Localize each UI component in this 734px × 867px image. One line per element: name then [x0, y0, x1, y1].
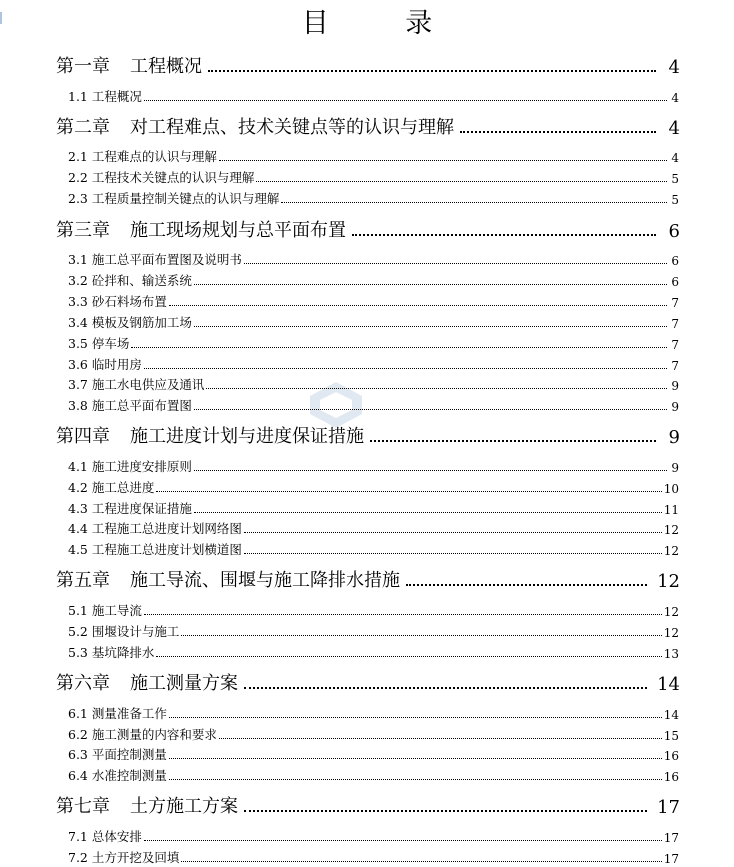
page-number: 4 — [671, 91, 679, 105]
chapter-number: 第一章 — [56, 56, 110, 77]
dot-leader — [194, 326, 667, 327]
dot-leader — [281, 202, 667, 203]
toc-section[interactable] — [68, 766, 679, 784]
page-number: 7 — [671, 359, 679, 373]
page-title: 目 录 — [301, 8, 467, 39]
section-label: 3.7 施工水电供应及通讯 — [68, 377, 205, 392]
dot-leader — [156, 656, 661, 657]
chapter-title: 施工进度计划与进度保证措施 — [130, 426, 364, 447]
section-label: 3.4 模板及钢筋加工场 — [68, 315, 192, 330]
section-label: 4.1 施工进度安排原则 — [68, 459, 192, 474]
section-label: 4.4 工程施工总进度计划网络图 — [68, 521, 242, 536]
section-label: 6.4 水准控制测量 — [68, 768, 167, 783]
dot-leader — [194, 409, 667, 410]
section-label: 2.3 工程质量控制关键点的认识与理解 — [68, 191, 280, 206]
chapter-title: 施工测量方案 — [130, 673, 238, 694]
section-label: 3.5 停车场 — [68, 336, 130, 351]
section-label: 3.3 砂石料场布置 — [68, 294, 167, 309]
section-label: 5.2 围堰设计与施工 — [68, 624, 180, 639]
chapter-title: 对工程难点、技术关键点等的认识与理解 — [130, 117, 454, 138]
page-number: 9 — [671, 400, 679, 414]
section-label: 4.5 工程施工总进度计划横道图 — [68, 542, 242, 557]
toc-section[interactable] — [68, 725, 679, 743]
dot-leader — [219, 160, 667, 161]
toc-section[interactable] — [68, 292, 679, 310]
page-number: 6 — [671, 275, 679, 289]
dot-leader — [169, 305, 667, 306]
dot-leader — [406, 584, 647, 586]
toc-section[interactable] — [68, 643, 679, 661]
toc-section[interactable] — [68, 334, 679, 352]
section-label: 5.1 施工导流 — [68, 603, 142, 618]
section-label: 4.2 施工总进度 — [68, 480, 155, 495]
page-number: 10 — [663, 482, 679, 496]
page-number: 9 — [668, 427, 680, 448]
page-number: 7 — [671, 317, 679, 331]
dot-leader — [131, 347, 667, 348]
page-number: 6 — [668, 221, 680, 242]
dot-leader — [244, 687, 647, 689]
toc-section[interactable] — [68, 396, 679, 414]
dot-leader — [206, 388, 667, 389]
page-number: 5 — [671, 193, 679, 207]
page-number: 11 — [663, 503, 679, 517]
page-number: 4 — [668, 118, 680, 139]
section-label: 2.2 工程技术关键点的认识与理解 — [68, 170, 255, 185]
dot-leader — [144, 840, 662, 841]
section-label: 1.1 工程概况 — [68, 89, 142, 104]
toc-section[interactable] — [68, 848, 679, 866]
toc-section[interactable] — [68, 499, 679, 517]
dot-leader — [156, 491, 661, 492]
dot-leader — [256, 181, 667, 182]
page-number: 4 — [668, 57, 680, 78]
chapter-title: 土方施工方案 — [130, 796, 238, 817]
page-number: 9 — [671, 461, 679, 475]
dot-leader — [181, 861, 661, 862]
dot-leader — [208, 70, 656, 72]
section-label: 3.1 施工总平面布置图及说明书 — [68, 252, 242, 267]
page-number: 7 — [671, 338, 679, 352]
toc-section[interactable] — [68, 87, 679, 105]
page-number: 17 — [657, 797, 680, 818]
page-number: 12 — [663, 605, 679, 619]
section-label: 7.2 土方开挖及回填 — [68, 850, 180, 865]
toc-section[interactable] — [68, 601, 679, 619]
dot-leader — [370, 440, 656, 442]
toc-section[interactable] — [68, 189, 679, 207]
toc-section[interactable] — [68, 271, 679, 289]
dot-leader — [194, 470, 667, 471]
page-number: 9 — [671, 379, 679, 393]
dot-leader — [169, 779, 662, 780]
toc-section[interactable] — [68, 250, 679, 268]
page-number: 17 — [663, 852, 679, 866]
toc-section[interactable] — [68, 147, 679, 165]
toc-section[interactable] — [68, 168, 679, 186]
section-label: 3.2 砼拌和、输送系统 — [68, 273, 192, 288]
dot-leader — [144, 368, 667, 369]
page-number: 6 — [671, 254, 679, 268]
toc-section[interactable] — [68, 827, 679, 845]
chapter-number: 第五章 — [56, 570, 110, 591]
dot-leader — [244, 810, 647, 812]
page-number: 5 — [671, 172, 679, 186]
page-number: 7 — [671, 296, 679, 310]
dot-leader — [244, 553, 662, 554]
toc-section[interactable] — [68, 704, 679, 722]
page-number: 17 — [663, 831, 679, 845]
section-label: 4.3 工程进度保证措施 — [68, 501, 192, 516]
toc-section[interactable] — [68, 745, 679, 763]
toc-chapter[interactable] — [56, 216, 680, 242]
dot-leader — [460, 131, 656, 133]
page-number: 13 — [663, 647, 679, 661]
chapter-number: 第六章 — [56, 673, 110, 694]
dot-leader — [194, 284, 667, 285]
page-number: 14 — [663, 708, 679, 722]
section-label: 2.1 工程难点的认识与理解 — [68, 149, 217, 164]
toc-section[interactable] — [68, 622, 679, 640]
chapter-number: 第七章 — [56, 796, 110, 817]
dot-leader — [352, 234, 656, 236]
page-number: 16 — [663, 770, 679, 784]
dot-leader — [219, 738, 662, 739]
page-number: 12 — [657, 571, 680, 592]
page-number: 15 — [663, 729, 679, 743]
page-number: 14 — [657, 674, 680, 695]
dot-leader — [144, 100, 667, 101]
toc-section[interactable] — [68, 519, 679, 537]
toc-chapter[interactable] — [56, 792, 680, 818]
chapter-number: 第二章 — [56, 117, 110, 138]
dot-leader — [244, 263, 667, 264]
section-label: 5.3 基坑降排水 — [68, 645, 155, 660]
toc-chapter[interactable] — [56, 422, 680, 448]
section-label: 6.2 施工测量的内容和要求 — [68, 727, 217, 742]
section-label: 3.6 临时用房 — [68, 357, 142, 372]
dot-leader — [244, 532, 662, 533]
toc-section[interactable] — [68, 478, 679, 496]
dot-leader — [181, 635, 661, 636]
chapter-title: 施工导流、围堰与施工降排水措施 — [130, 570, 400, 591]
section-label: 6.3 平面控制测量 — [68, 747, 167, 762]
section-label: 6.1 测量准备工作 — [68, 706, 167, 721]
dot-leader — [169, 717, 662, 718]
toc-chapter[interactable] — [56, 669, 680, 695]
page-number: 12 — [663, 626, 679, 640]
toc-section[interactable] — [68, 313, 679, 331]
chapter-number: 第四章 — [56, 426, 110, 447]
page-number: 4 — [671, 151, 679, 165]
chapter-title: 工程概况 — [130, 56, 202, 77]
page-number: 12 — [663, 544, 679, 558]
chapter-title: 施工现场规划与总平面布置 — [130, 220, 346, 241]
toc-section[interactable] — [68, 375, 679, 393]
section-label: 3.8 施工总平面布置图 — [68, 398, 192, 413]
section-label: 7.1 总体安排 — [68, 829, 142, 844]
toc-section[interactable] — [68, 457, 679, 475]
toc-chapter[interactable] — [56, 113, 680, 139]
toc-section[interactable] — [68, 355, 679, 373]
toc-chapter[interactable] — [56, 566, 680, 592]
page-number: 12 — [663, 523, 679, 537]
dot-leader — [169, 758, 662, 759]
toc-section[interactable] — [68, 540, 679, 558]
toc-chapter[interactable] — [56, 52, 680, 78]
chapter-number: 第三章 — [56, 220, 110, 241]
dot-leader — [194, 512, 662, 513]
dot-leader — [144, 614, 662, 615]
page-number: 16 — [663, 749, 679, 763]
